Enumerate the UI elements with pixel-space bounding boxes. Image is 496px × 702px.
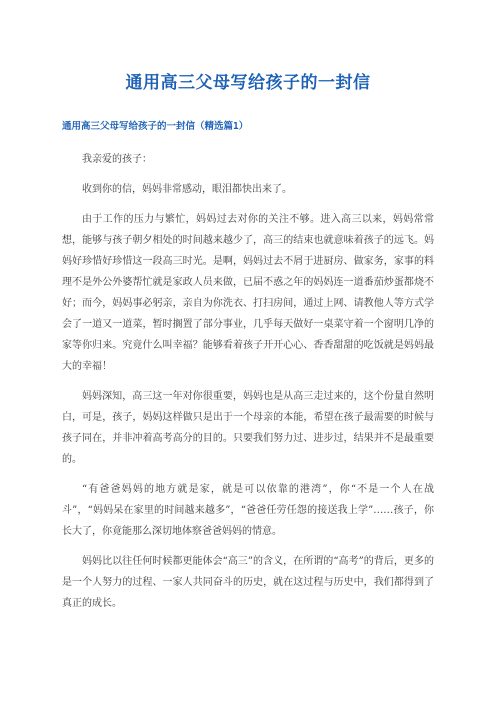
section-heading: 通用高三父母写给孩子的一封信（精选篇1） <box>62 121 249 132</box>
paragraph: 妈妈比以往任何时候都更能体会“高三”的含义，在所谓的“高考”的背后，更多的是一个人努力的过程、一家人共同奋斗的历史，就在这过程与历史中，我们都得到了真正的成长。 <box>62 556 434 609</box>
letter-body <box>62 149 434 623</box>
paragraph: “有爸爸妈妈的地方就是家，就是可以依靠的港湾”，你“不是一个人在战斗”，“妈妈呆在家里的时间越来越多”，“爸爸任劳任怨的接送我上学”……孩子，你长大了，你竟能那么深切地体察爸爸妈妈的情意。 <box>62 484 434 537</box>
paragraph: 妈妈深知，高三这一年对你很重要，妈妈也是从高三走过来的，这个份量自然明白，可是，孩子，妈妈这样做只是出于一个母亲的本能，希望在孩子最需要的时候与孩子同在，并非冲着高考高分的目的。只要我们努力过、进步过，结果并不是最重要的。 <box>62 391 434 465</box>
page-title: 通用高三父母写给孩子的一封信 <box>125 73 371 93</box>
paragraph: 由于工作的压力与繁忙，妈妈过去对你的关注不够。进入高三以来，妈妈常常想，能够与孩子朝夕相处的时间越来越少了，高三的结束也就意味着孩子的远飞。妈妈好珍惜好珍惜这一段高三时光。是啊，妈妈过去不屑于进厨房、做家务，家事的料理不是外公外婆帮忙就是家政人员来做，已届不惑之年的妈妈连一道番茄炒蛋都烧不好；而今，妈妈事必躬亲，亲自为你洗衣、打扫房间，通过上网、请教他人等方式学会了一道又一道菜，暂时搁置了部分事业，几乎每天做好一桌菜守着一个窗明几净的家等你归来。究竟什么叫幸福？能够看着孩子开开心心、香香甜甜的吃饭就是妈妈最大的幸福！ <box>62 214 434 372</box>
paragraph: 收到你的信，妈妈非常感动，眼泪都快出来了。 <box>82 184 292 195</box>
salutation: 我亲爱的孩子： <box>82 154 152 165</box>
